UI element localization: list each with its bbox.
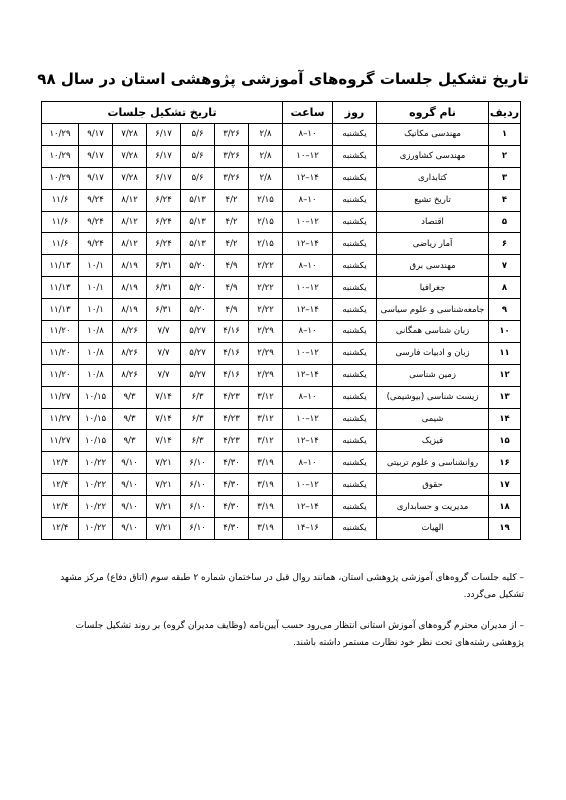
- table-row: [42, 145, 521, 167]
- date-cell: ۷/۲۸: [113, 167, 147, 189]
- date-cell: ۱۱/۱۳: [42, 299, 79, 321]
- time-cell: ۱۲–۱۰: [283, 145, 333, 167]
- group-name: زمین شناسی: [377, 364, 489, 386]
- date-cell: ۱۱/۶: [42, 211, 79, 233]
- date-cell: ۸/۱۹: [113, 255, 147, 277]
- date-cell: ۷/۲۸: [113, 145, 147, 167]
- table-header-row: [42, 102, 521, 124]
- date-cell: ۱۲/۴: [42, 474, 79, 496]
- notes: [41, 570, 524, 666]
- table-row: [42, 167, 521, 189]
- day-cell: یکشنبه: [333, 452, 377, 474]
- date-cell: ۶/۳: [181, 408, 215, 430]
- date-cell: ۱۰/۱۵: [79, 430, 113, 452]
- row-number: ۱۳: [489, 386, 521, 408]
- date-cell: ۹/۱۷: [79, 167, 113, 189]
- date-cell: ۱۱/۶: [42, 189, 79, 211]
- date-cell: ۴/۹: [215, 277, 249, 299]
- date-cell: ۳/۱۲: [249, 386, 283, 408]
- date-cell: ۲/۲۹: [249, 364, 283, 386]
- date-cell: ۹/۲۴: [79, 233, 113, 255]
- row-number: ۱۹: [489, 518, 521, 540]
- table-row: [42, 124, 521, 146]
- table-row: [42, 255, 521, 277]
- date-cell: ۱۰/۲۲: [79, 452, 113, 474]
- table-row: [42, 496, 521, 518]
- day-cell: یکشنبه: [333, 474, 377, 496]
- date-cell: ۶/۳۱: [147, 255, 181, 277]
- date-cell: ۶/۱۷: [147, 124, 181, 146]
- row-number: ۹: [489, 299, 521, 321]
- date-cell: ۱۰/۲۹: [42, 145, 79, 167]
- date-cell: ۵/۲۷: [181, 364, 215, 386]
- group-name: مهندسی مکانیک: [377, 124, 489, 146]
- note-item: – از مدیران محترم گروه‌های آموزش استانی انتظار می‌رود حسب آیین‌نامه (وظایف مدیران گروه) بر روند تشکیل جلسات پژوهشی رشته‌های تحت نظر خود نظارت مستمر داشته باشند.: [75, 621, 524, 648]
- time-cell: ۱۰–۸: [283, 189, 333, 211]
- date-cell: ۴/۲: [215, 233, 249, 255]
- row-number: ۱: [489, 124, 521, 146]
- date-cell: ۵/۲۰: [181, 277, 215, 299]
- day-cell: یکشنبه: [333, 430, 377, 452]
- date-cell: ۲/۱۵: [249, 233, 283, 255]
- date-cell: ۳/۲۶: [215, 145, 249, 167]
- date-cell: ۶/۳: [181, 430, 215, 452]
- table-row: [42, 518, 521, 540]
- date-cell: ۹/۳: [113, 430, 147, 452]
- date-cell: ۲/۱۵: [249, 189, 283, 211]
- time-cell: ۱۴–۱۲: [283, 430, 333, 452]
- day-cell: یکشنبه: [333, 124, 377, 146]
- row-number: ۱۵: [489, 430, 521, 452]
- group-name: آمار ریاضی: [377, 233, 489, 255]
- note-item: – کلیه جلسات گروه‌های آموزشی پژوهشی استان، همانند روال قبل در ساختمان شماره ۲ طبقه سوم (اتاق دفاع) مرکز مشهد تشکیل می‌گردد.: [60, 573, 524, 600]
- date-cell: ۹/۲۴: [79, 189, 113, 211]
- date-cell: ۴/۲۳: [215, 408, 249, 430]
- date-cell: ۸/۱۲: [113, 211, 147, 233]
- day-cell: یکشنبه: [333, 321, 377, 343]
- day-cell: یکشنبه: [333, 496, 377, 518]
- table-row: [42, 386, 521, 408]
- day-cell: یکشنبه: [333, 255, 377, 277]
- day-cell: یکشنبه: [333, 145, 377, 167]
- date-cell: ۱۰/۲۹: [42, 167, 79, 189]
- row-number: ۱۷: [489, 474, 521, 496]
- day-cell: یکشنبه: [333, 167, 377, 189]
- date-cell: ۱۰/۸: [79, 321, 113, 343]
- group-name: جامعه‌شناسی و علوم سیاسی: [377, 299, 489, 321]
- header-radif: ردیف: [489, 102, 521, 124]
- time-cell: ۱۲–۱۰: [283, 277, 333, 299]
- date-cell: ۱۰/۲۲: [79, 518, 113, 540]
- date-cell: ۱۰/۲۹: [42, 124, 79, 146]
- date-cell: ۵/۶: [181, 124, 215, 146]
- date-cell: ۷/۱۴: [147, 430, 181, 452]
- date-cell: ۲/۸: [249, 167, 283, 189]
- time-cell: ۱۴–۱۲: [283, 167, 333, 189]
- date-cell: ۵/۲۷: [181, 342, 215, 364]
- date-cell: ۵/۲۰: [181, 299, 215, 321]
- schedule-table: [41, 101, 521, 540]
- table-row: [42, 474, 521, 496]
- table-row: [42, 211, 521, 233]
- date-cell: ۵/۱۳: [181, 233, 215, 255]
- date-cell: ۱۲/۴: [42, 518, 79, 540]
- date-cell: ۳/۱۹: [249, 452, 283, 474]
- date-cell: ۱۰/۸: [79, 342, 113, 364]
- date-cell: ۱۱/۲۰: [42, 364, 79, 386]
- date-cell: ۷/۲۱: [147, 474, 181, 496]
- date-cell: ۹/۱۰: [113, 496, 147, 518]
- time-cell: ۱۰–۸: [283, 321, 333, 343]
- date-cell: ۶/۱۰: [181, 496, 215, 518]
- table-row: [42, 233, 521, 255]
- row-number: ۸: [489, 277, 521, 299]
- group-name: الهیات: [377, 518, 489, 540]
- date-cell: ۶/۱۷: [147, 145, 181, 167]
- date-cell: ۶/۲۴: [147, 189, 181, 211]
- date-cell: ۳/۱۲: [249, 430, 283, 452]
- date-cell: ۱۱/۱۳: [42, 255, 79, 277]
- row-number: ۴: [489, 189, 521, 211]
- date-cell: ۷/۲۸: [113, 124, 147, 146]
- date-cell: ۶/۱۰: [181, 452, 215, 474]
- date-cell: ۱۱/۱۳: [42, 277, 79, 299]
- day-cell: یکشنبه: [333, 299, 377, 321]
- time-cell: ۱۰–۸: [283, 452, 333, 474]
- date-cell: ۱۱/۲۷: [42, 386, 79, 408]
- table-row: [42, 452, 521, 474]
- table-row: [42, 342, 521, 364]
- day-cell: یکشنبه: [333, 233, 377, 255]
- group-name: مدیریت و حسابداری: [377, 496, 489, 518]
- date-cell: ۴/۳۰: [215, 496, 249, 518]
- time-cell: ۱۴–۱۲: [283, 496, 333, 518]
- time-cell: ۱۰–۸: [283, 124, 333, 146]
- date-cell: ۴/۲: [215, 211, 249, 233]
- day-cell: یکشنبه: [333, 342, 377, 364]
- time-cell: ۱۶–۱۴: [283, 518, 333, 540]
- group-name: جغرافیا: [377, 277, 489, 299]
- date-cell: ۴/۱۶: [215, 364, 249, 386]
- header-day: روز: [333, 102, 377, 124]
- day-cell: یکشنبه: [333, 518, 377, 540]
- date-cell: ۲/۲۲: [249, 299, 283, 321]
- date-cell: ۶/۳۱: [147, 299, 181, 321]
- row-number: ۱۴: [489, 408, 521, 430]
- date-cell: ۷/۱۴: [147, 386, 181, 408]
- date-cell: ۱۰/۱: [79, 255, 113, 277]
- date-cell: ۷/۷: [147, 342, 181, 364]
- date-cell: ۷/۲۱: [147, 452, 181, 474]
- date-cell: ۶/۲۴: [147, 233, 181, 255]
- time-cell: ۱۲–۱۰: [283, 408, 333, 430]
- time-cell: ۱۲–۱۰: [283, 342, 333, 364]
- group-name: روانشناسی و علوم تربیتی: [377, 452, 489, 474]
- page-title: تاریخ تشکیل جلسات گروه‌های آموزشی پژوهشی استان در سال ۹۸: [37, 70, 529, 88]
- date-cell: ۹/۳: [113, 408, 147, 430]
- table-row: [42, 364, 521, 386]
- date-cell: ۲/۲۹: [249, 321, 283, 343]
- date-cell: ۹/۳: [113, 386, 147, 408]
- date-cell: ۲/۸: [249, 124, 283, 146]
- date-cell: ۱۰/۸: [79, 364, 113, 386]
- day-cell: یکشنبه: [333, 386, 377, 408]
- date-cell: ۸/۱۹: [113, 277, 147, 299]
- date-cell: ۸/۱۹: [113, 299, 147, 321]
- date-cell: ۱۲/۴: [42, 496, 79, 518]
- group-name: فیزیک: [377, 430, 489, 452]
- date-cell: ۱۱/۲۰: [42, 321, 79, 343]
- date-cell: ۸/۲۶: [113, 321, 147, 343]
- date-cell: ۴/۲۳: [215, 430, 249, 452]
- group-name: زیست شناسی (بیوشیمی): [377, 386, 489, 408]
- row-number: ۱۸: [489, 496, 521, 518]
- date-cell: ۴/۲۳: [215, 386, 249, 408]
- table-row: [42, 277, 521, 299]
- date-cell: ۸/۲۶: [113, 364, 147, 386]
- table-row: [42, 299, 521, 321]
- group-name: شیمی: [377, 408, 489, 430]
- day-cell: یکشنبه: [333, 189, 377, 211]
- date-cell: ۶/۱۰: [181, 474, 215, 496]
- date-cell: ۳/۱۹: [249, 474, 283, 496]
- row-number: ۳: [489, 167, 521, 189]
- date-cell: ۴/۱۶: [215, 342, 249, 364]
- date-cell: ۷/۲۱: [147, 518, 181, 540]
- date-cell: ۹/۱۷: [79, 145, 113, 167]
- date-cell: ۷/۷: [147, 364, 181, 386]
- row-number: ۱۶: [489, 452, 521, 474]
- date-cell: ۵/۶: [181, 167, 215, 189]
- date-cell: ۹/۲۴: [79, 211, 113, 233]
- group-name: زبان و ادبیات فارسی: [377, 342, 489, 364]
- date-cell: ۸/۱۲: [113, 233, 147, 255]
- group-name: کتابداری: [377, 167, 489, 189]
- date-cell: ۱۱/۶: [42, 233, 79, 255]
- date-cell: ۹/۱۷: [79, 124, 113, 146]
- date-cell: ۵/۲۷: [181, 321, 215, 343]
- header-time: ساعت: [283, 102, 333, 124]
- date-cell: ۴/۳۰: [215, 452, 249, 474]
- day-cell: یکشنبه: [333, 364, 377, 386]
- day-cell: یکشنبه: [333, 211, 377, 233]
- date-cell: ۹/۱۰: [113, 474, 147, 496]
- table-row: [42, 430, 521, 452]
- date-cell: ۳/۲۶: [215, 124, 249, 146]
- date-cell: ۲/۲۹: [249, 342, 283, 364]
- date-cell: ۱۰/۱: [79, 277, 113, 299]
- date-cell: ۲/۲۲: [249, 255, 283, 277]
- date-cell: ۴/۹: [215, 255, 249, 277]
- row-number: ۶: [489, 233, 521, 255]
- time-cell: ۱۴–۱۲: [283, 364, 333, 386]
- date-cell: ۶/۱۷: [147, 167, 181, 189]
- date-cell: ۳/۲۶: [215, 167, 249, 189]
- row-number: ۱۲: [489, 364, 521, 386]
- date-cell: ۴/۲: [215, 189, 249, 211]
- date-cell: ۵/۱۳: [181, 211, 215, 233]
- time-cell: ۱۰–۸: [283, 255, 333, 277]
- group-name: زبان شناسی همگانی: [377, 321, 489, 343]
- row-number: ۱۰: [489, 321, 521, 343]
- row-number: ۲: [489, 145, 521, 167]
- table-row: [42, 189, 521, 211]
- date-cell: ۳/۱۹: [249, 496, 283, 518]
- date-cell: ۴/۹: [215, 299, 249, 321]
- table-row: [42, 321, 521, 343]
- date-cell: ۱۰/۱۵: [79, 408, 113, 430]
- date-cell: ۲/۲۲: [249, 277, 283, 299]
- time-cell: ۱۲–۱۰: [283, 474, 333, 496]
- group-name: تاریخ تشیع: [377, 189, 489, 211]
- table-row: [42, 408, 521, 430]
- date-cell: ۶/۳: [181, 386, 215, 408]
- time-cell: ۱۲–۱۰: [283, 211, 333, 233]
- date-cell: ۱۰/۲۲: [79, 474, 113, 496]
- date-cell: ۸/۲۶: [113, 342, 147, 364]
- date-cell: ۴/۳۰: [215, 474, 249, 496]
- date-cell: ۱۰/۲۲: [79, 496, 113, 518]
- date-cell: ۵/۶: [181, 145, 215, 167]
- group-name: مهندسی کشاورزی: [377, 145, 489, 167]
- time-cell: ۱۴–۱۲: [283, 233, 333, 255]
- date-cell: ۹/۱۰: [113, 452, 147, 474]
- header-dates: تاریخ تشکیل جلسات: [42, 102, 283, 124]
- date-cell: ۷/۷: [147, 321, 181, 343]
- date-cell: ۸/۱۲: [113, 189, 147, 211]
- row-number: ۷: [489, 255, 521, 277]
- date-cell: ۱۰/۱: [79, 299, 113, 321]
- date-cell: ۱۲/۴: [42, 452, 79, 474]
- date-cell: ۱۱/۲۷: [42, 408, 79, 430]
- date-cell: ۵/۲۰: [181, 255, 215, 277]
- date-cell: ۷/۱۴: [147, 408, 181, 430]
- date-cell: ۵/۱۳: [181, 189, 215, 211]
- row-number: ۵: [489, 211, 521, 233]
- date-cell: ۱۱/۲۷: [42, 430, 79, 452]
- date-cell: ۷/۲۱: [147, 496, 181, 518]
- time-cell: ۱۴–۱۲: [283, 299, 333, 321]
- time-cell: ۱۰–۸: [283, 386, 333, 408]
- date-cell: ۲/۸: [249, 145, 283, 167]
- group-name: مهندسی برق: [377, 255, 489, 277]
- group-name: حقوق: [377, 474, 489, 496]
- date-cell: ۶/۲۴: [147, 211, 181, 233]
- header-group-name: نام گروه: [377, 102, 489, 124]
- day-cell: یکشنبه: [333, 277, 377, 299]
- date-cell: ۴/۳۰: [215, 518, 249, 540]
- date-cell: ۶/۱۰: [181, 518, 215, 540]
- date-cell: ۳/۱۹: [249, 518, 283, 540]
- date-cell: ۴/۱۶: [215, 321, 249, 343]
- group-name: اقتصاد: [377, 211, 489, 233]
- date-cell: ۱۱/۲۰: [42, 342, 79, 364]
- date-cell: ۳/۱۲: [249, 408, 283, 430]
- date-cell: ۲/۱۵: [249, 211, 283, 233]
- row-number: ۱۱: [489, 342, 521, 364]
- date-cell: ۹/۱۰: [113, 518, 147, 540]
- date-cell: ۶/۳۱: [147, 277, 181, 299]
- day-cell: یکشنبه: [333, 408, 377, 430]
- date-cell: ۱۰/۱۵: [79, 386, 113, 408]
